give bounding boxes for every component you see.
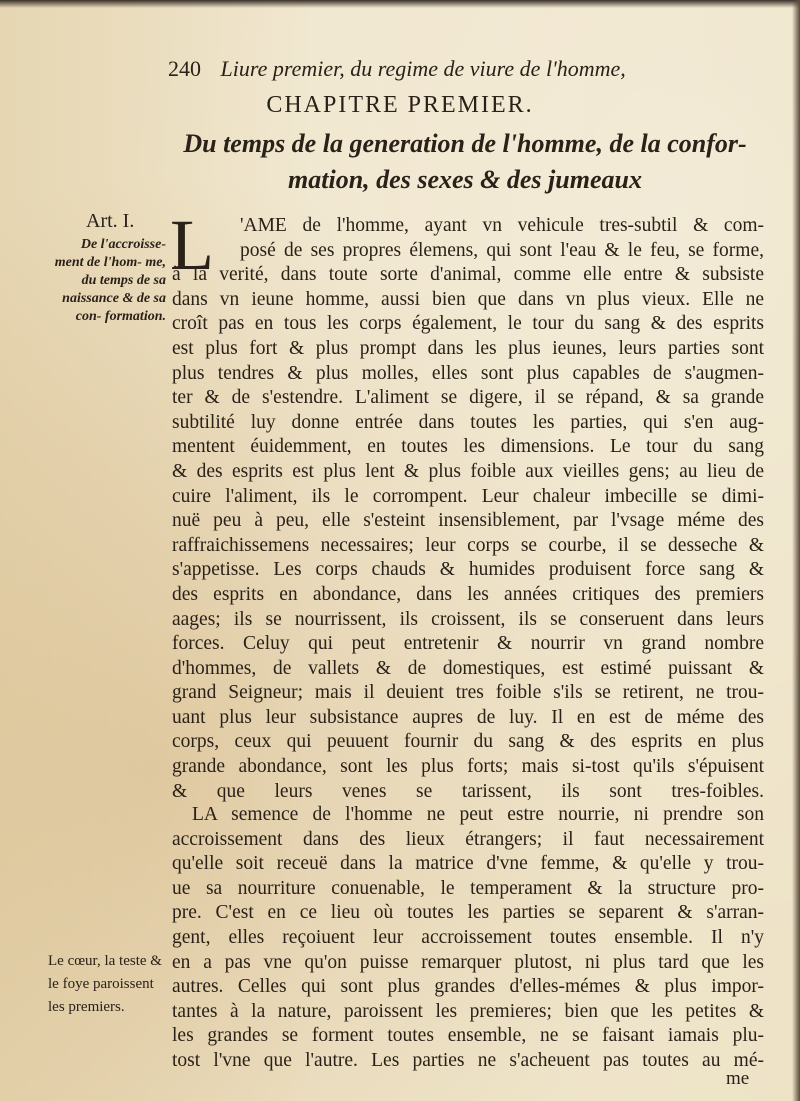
text-line: ter & de s'estendre. L'aliment se digere, il se répand, & sa grande <box>172 387 764 409</box>
paragraph-2 <box>172 803 764 1074</box>
text-line: s'appetisse. Les corps chauds & humides produisent force sang & <box>172 559 764 581</box>
text-line: uant plus leur subsistance aupres de luy. Il en est de méme des <box>172 706 764 728</box>
text-line: & des esprits est plus lent & plus foible aux vieilles gens; au lieu de <box>172 460 764 482</box>
text-line: dans vn ieune homme, aussi bien que dans vn plus vieux. Elle ne <box>172 288 764 310</box>
text-line: plus tendres & plus molles, elles sont plus capables de s'augmen- <box>172 362 764 384</box>
catchword: me <box>726 1068 750 1089</box>
text-line: à la verité, dans toute sorte d'animal, comme elle entre & subsiste <box>172 264 764 286</box>
text-line: est plus fort & plus prompt dans les plus ieunes, leurs parties sont <box>172 337 764 359</box>
running-head-title: Liure premier, du regime de viure de l'homme, <box>220 56 626 81</box>
text-line: grand Seigneur; mais il deuient tres foible s'ils se retirent, ne trou- <box>172 682 764 704</box>
text-line: des esprits en abondance, dans les années critiques des premiers <box>172 583 764 605</box>
marginal-note-heart: Le cœur, la teste & le foye paroissent les premiers. <box>48 953 162 1015</box>
text-line: mentent éuidemment, en toutes les dimensions. Le tour du sang <box>172 436 764 458</box>
text-line: grande abondance, sont les plus forts; mais si-tost qu'ils s'épuisent <box>172 756 764 778</box>
text-line: accroissement dans des lieux étrangers; il faut necessairement <box>172 828 764 850</box>
text-line: tost l'vne que l'autre. Les parties ne s'acheuent pas toutes au mé- <box>172 1049 764 1071</box>
text-line: qu'elle soit receuë dans la matrice d'vne femme, & qu'elle y trou- <box>172 853 764 875</box>
text-line: aages; ils se nourrissent, ils croissent, ils se conseruent dans leurs <box>172 608 764 630</box>
text-line: les grandes se forment toutes ensemble, ne se faisant iamais plu- <box>172 1025 764 1047</box>
text-line: ue sa nourriture conuenable, le temperament & la structure pro- <box>172 877 764 899</box>
text-line: croît pas en tous les corps également, le tour du sang & des esprits <box>172 313 764 335</box>
running-head <box>168 56 708 82</box>
text-line: autres. Celles qui sont plus grandes d'elles-mémes & plus impor- <box>172 976 764 998</box>
page-number: 240 <box>168 56 201 81</box>
text-line: en a pas vne qu'on puisse remarquer plutost, ni plus tard que les <box>172 951 764 973</box>
text-line: gent, elles reçoiuent leur accroissement toutes ensemble. Il n'y <box>172 926 764 948</box>
text-line: raffraichissemens necessaires; leur corps se courbe, il se desseche & <box>172 534 764 556</box>
text-line: & que leurs venes se tarissent, ils sont tres-foibles. <box>172 780 764 802</box>
drop-cap: L <box>170 205 214 285</box>
text-line: d'hommes, de vallets & de domestiques, est estimé puissant & <box>172 657 764 679</box>
chapter-heading: CHAPITRE PREMIER. <box>266 92 534 118</box>
text-line: tantes à la nature, paroissent les premieres; bien que les petites & <box>172 1000 764 1022</box>
paragraph-1 <box>172 214 764 804</box>
text-line: forces. Celuy qui peut entretenir & nourrir vn grand nombre <box>172 633 764 655</box>
marginal-note-growth: De l'accroisse- ment de l'hom- me, du temps de sa naissance & de sa con- formation. <box>54 237 166 324</box>
text-line: LA semence de l'homme ne peut estre nourrie, ni prendre son <box>192 804 764 825</box>
text-line: pre. C'est en ce lieu où toutes les parties se separent & s'arran- <box>172 902 764 924</box>
article-number: Art. I. <box>86 210 135 232</box>
page-top-edge <box>0 0 800 8</box>
text-line: 'AME de l'homme, ayant vn vehicule tres-subtil & com- <box>240 215 764 236</box>
text-line: nuë peu à peu, elle s'esteint insensiblement, par l'vsage méme des <box>172 510 764 532</box>
text-line: posé de ses propres élemens, qui sont l'eau & le feu, se forme, <box>240 239 764 261</box>
text-line: corps, ceux qui peuuent fournir du sang & des esprits en plus <box>172 731 764 753</box>
page-right-edge <box>792 0 800 1101</box>
text-line: cuire l'aliment, ils le corrompent. Leur chaleur imbecille se dimi- <box>172 485 764 507</box>
text-line: subtilité luy donne entrée dans toutes les parties, qui s'en aug- <box>172 411 764 433</box>
chapter-title: Du temps de la generation de l'homme, de la confor- mation, des sexes & des jumeaux <box>183 129 747 194</box>
